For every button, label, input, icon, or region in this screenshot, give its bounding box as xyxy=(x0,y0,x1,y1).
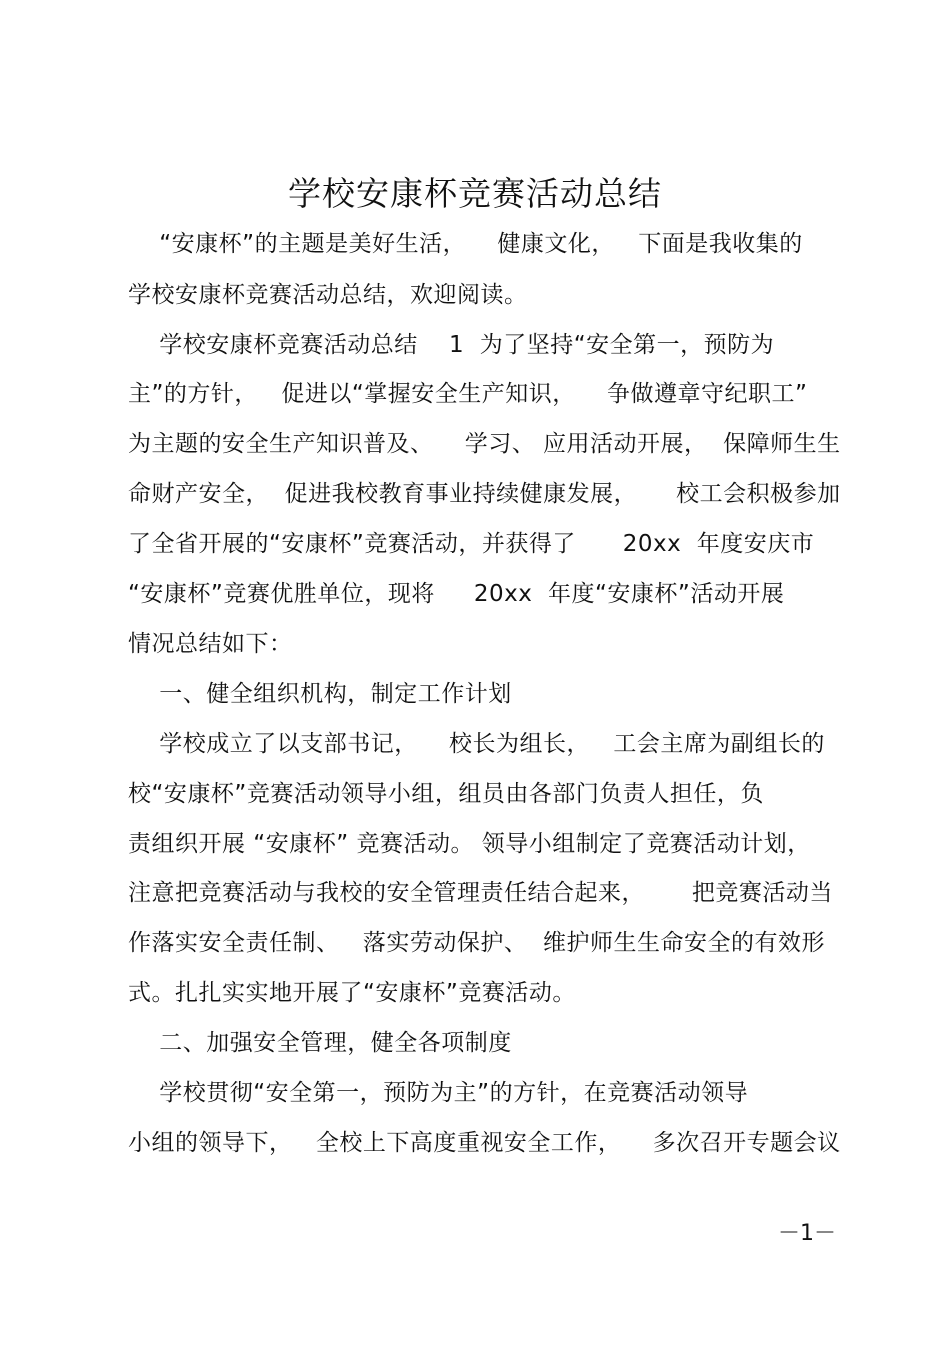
body-line: 校“安康杯”竞赛活动领导小组，组员由各部门负责人担任，负 xyxy=(128,781,764,807)
body-line: 主”的方针， 促进以“掌握安全生产知识， 争做遵章守纪职工” xyxy=(128,381,808,407)
body-line: 学校安康杯竞赛活动总结，欢迎阅读。 xyxy=(128,282,528,308)
section-heading: 一、健全组织机构，制定工作计划 xyxy=(128,681,512,707)
body-line: 作落实安全责任制、 落实劳动保护、 维护师生生命安全的有效形 xyxy=(128,930,826,956)
body-line: 注意把竞赛活动与我校的安全管理责任结合起来， 把竞赛活动当 xyxy=(128,880,833,906)
body-line: “安康杯”竞赛优胜单位，现将 20xx 年度“安康杯”活动开展 xyxy=(128,581,785,607)
section-heading: 二、加强安全管理，健全各项制度 xyxy=(128,1030,512,1056)
body-line: 命财产安全， 促进我校教育事业持续健康发展， 校工会积极参加 xyxy=(128,481,841,507)
body-line: 责组织开展 “安康杯” 竞赛活动。 领导小组制定了竞赛活动计划， xyxy=(128,831,811,857)
body-line: 为主题的安全生产知识普及、 学习、 应用活动开展， 保障师生生 xyxy=(128,431,841,457)
body-line: 了全省开展的“安康杯”竞赛活动，并获得了 20xx 年度安庆市 xyxy=(128,531,815,557)
body-line: 式。扎扎实实地开展了“安康杯”竞赛活动。 xyxy=(128,980,576,1006)
body-line: “安康杯”的主题是美好生活， 健康文化， 下面是我收集的 xyxy=(128,231,803,257)
body-line: 学校贯彻“安全第一，预防为主”的方针，在竞赛活动领导 xyxy=(128,1080,749,1106)
document-title: 学校安康杯竞赛活动总结 xyxy=(288,174,662,213)
body-line: 学校安康杯竞赛活动总结 1 为了坚持“安全第一，预防为 xyxy=(128,332,775,358)
body-line: 学校成立了以支部书记， 校长为组长， 工会主席为副组长的 xyxy=(128,731,825,757)
page-number: －1－ xyxy=(778,1221,836,1246)
body-line: 小组的领导下， 全校上下高度重视安全工作， 多次召开专题会议 xyxy=(128,1130,841,1156)
body-line: 情况总结如下： xyxy=(128,631,293,657)
